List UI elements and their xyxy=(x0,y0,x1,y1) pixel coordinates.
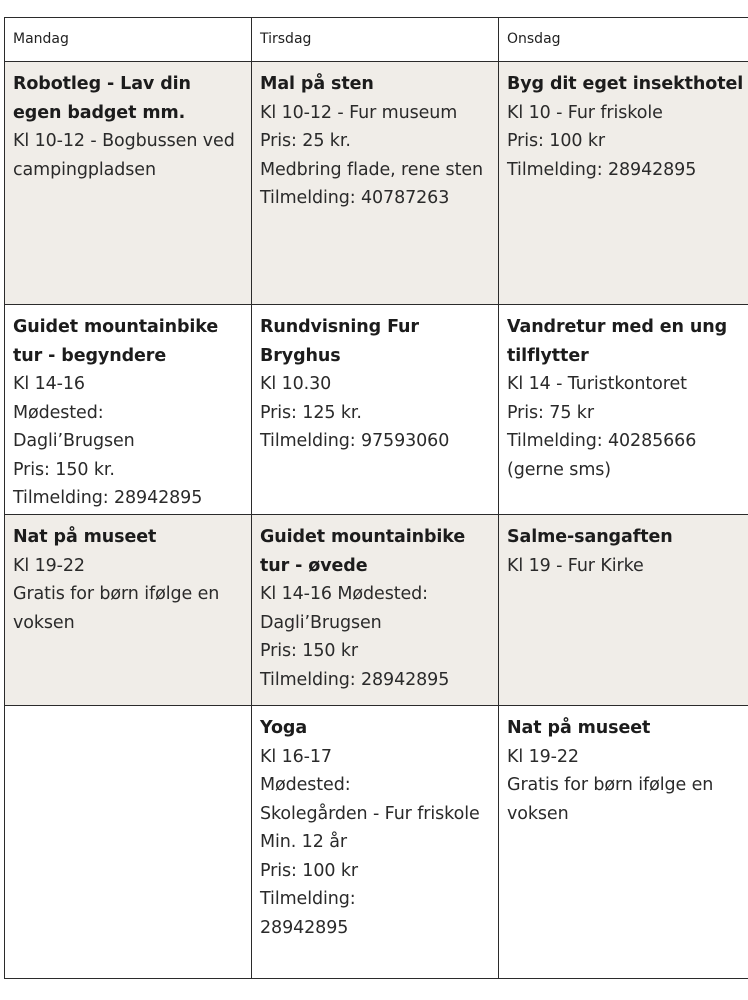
table-cell xyxy=(5,515,252,706)
event-detail: Min. 12 år xyxy=(260,832,347,852)
column-header-mandag: Mandag xyxy=(5,18,252,62)
event-title: Byg dit eget insekthotel xyxy=(507,74,744,94)
column-header-onsdag: Onsdag xyxy=(499,18,748,62)
event-title: Nat på museet xyxy=(13,527,157,547)
event xyxy=(507,62,744,184)
table-row xyxy=(5,515,748,706)
event-title: Vandretur med en ung tilflytter xyxy=(507,317,728,366)
event-title: Yoga xyxy=(260,718,308,738)
table-cell xyxy=(252,62,499,305)
table-cell xyxy=(5,305,252,515)
event-title: Salme-sangaften xyxy=(507,527,673,547)
event-detail: Kl 14-16 Mødested: xyxy=(260,584,428,604)
event-detail: Gratis for børn ifølge en voksen xyxy=(13,584,220,633)
event-title: Robotleg - Lav din egen badget mm. xyxy=(13,74,191,123)
event-detail: Tilmelding: 28942895 xyxy=(260,669,450,690)
table-row xyxy=(5,706,748,979)
event-detail: Pris: 100 kr xyxy=(507,131,605,151)
event-detail: Pris: 75 kr xyxy=(507,402,594,423)
table-cell xyxy=(499,706,748,979)
event-detail: Tilmelding: 28942895 xyxy=(13,488,203,508)
event xyxy=(260,706,492,942)
event-detail: Pris: 100 kr xyxy=(260,860,358,881)
table-cell xyxy=(499,305,748,515)
event-detail: Mødested: xyxy=(13,402,104,423)
event-detail: 28942895 xyxy=(260,917,349,938)
table-row xyxy=(5,305,748,515)
event-detail: Kl 19 - Fur Kirke xyxy=(507,555,644,576)
event-title: Mal på sten xyxy=(260,74,374,94)
table-cell-empty xyxy=(5,706,252,979)
event xyxy=(13,706,245,714)
event-detail: Kl 10-12 - Bogbussen ved campingpladsen xyxy=(13,131,235,180)
event-detail: Dagli’Brugsen xyxy=(13,431,135,451)
event xyxy=(13,62,245,184)
event-title: Nat på museet xyxy=(507,718,651,738)
event-title: Guidet mountainbike tur - øvede xyxy=(260,527,466,576)
event-detail: Kl 10-12 - Fur museum xyxy=(260,102,458,123)
event-detail: Tilmelding: 40285666 (gerne sms) xyxy=(507,431,697,480)
event xyxy=(260,305,492,456)
table-cell xyxy=(499,515,748,706)
event xyxy=(507,305,744,484)
event-detail: Mødested: xyxy=(260,775,351,795)
event xyxy=(260,515,492,694)
event-detail: Gratis for børn ifølge en voksen xyxy=(507,775,714,824)
table-cell xyxy=(252,706,499,979)
event-detail: Kl 10.30 xyxy=(260,374,332,394)
event-detail: Tilmelding: 97593060 xyxy=(260,431,450,451)
event xyxy=(507,706,744,828)
event-detail: Pris: 150 kr xyxy=(260,641,358,661)
activity-schedule-table xyxy=(4,17,748,979)
event-detail: Pris: 150 kr. xyxy=(13,459,115,480)
event-detail: Medbring flade, rene sten xyxy=(260,159,483,180)
event-detail: Kl 19-22 xyxy=(13,555,85,576)
table-cell xyxy=(499,62,748,305)
table-cell xyxy=(252,515,499,706)
event-detail: Tilmelding: 28942895 xyxy=(507,159,697,180)
event xyxy=(13,305,245,513)
event-detail: Kl 19-22 xyxy=(507,746,579,767)
event-detail: Kl 16-17 xyxy=(260,746,332,767)
event-detail: Pris: 25 kr. xyxy=(260,131,351,151)
table-cell xyxy=(252,305,499,515)
table-body xyxy=(5,62,748,979)
event xyxy=(260,62,492,213)
table-header-row xyxy=(5,18,748,62)
event-detail: Kl 14-16 xyxy=(13,374,85,394)
table-row xyxy=(5,62,748,305)
event-detail: Tilmelding: xyxy=(260,889,356,909)
event-detail: Pris: 125 kr. xyxy=(260,402,362,423)
event-detail: Skolegården - Fur friskole xyxy=(260,803,480,824)
event-detail: Kl 14 - Turistkontoret xyxy=(507,374,687,394)
event-detail: Tilmelding: 40787263 xyxy=(260,188,450,208)
event xyxy=(507,515,744,580)
event-detail: Dagli’Brugsen xyxy=(260,612,382,633)
column-header-tirsdag: Tirsdag xyxy=(252,18,499,62)
event-title: Guidet mountainbike tur - begyndere xyxy=(13,317,219,366)
table-cell xyxy=(5,62,252,305)
event-detail: Kl 10 - Fur friskole xyxy=(507,102,663,123)
event-title: Rundvisning Fur Bryghus xyxy=(260,317,419,366)
event xyxy=(13,515,245,637)
